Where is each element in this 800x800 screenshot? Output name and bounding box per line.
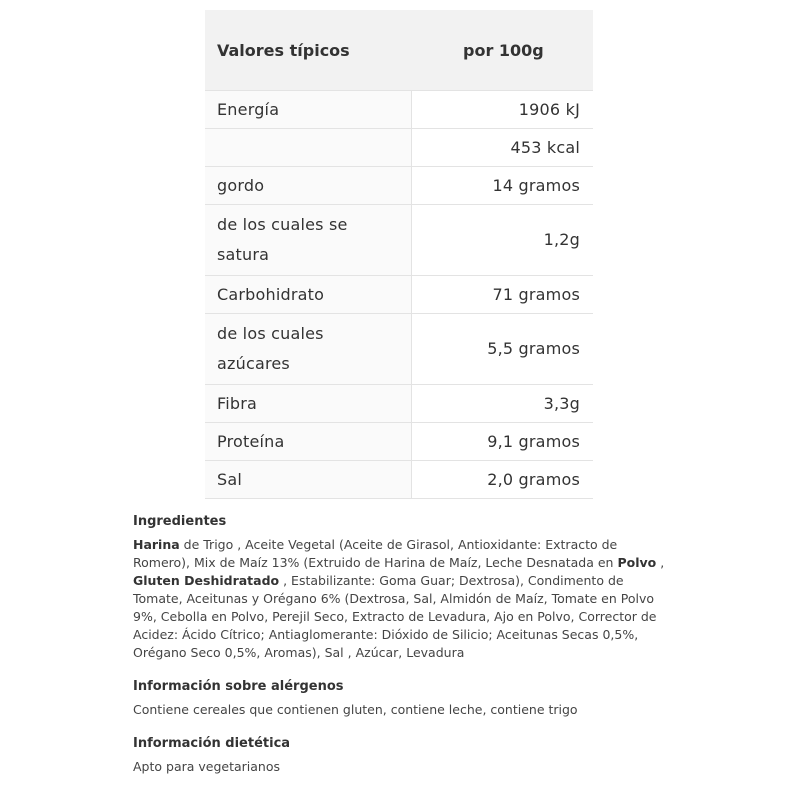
nutrition-header-row	[205, 10, 593, 91]
nutrient-name-line1: de los cuales se	[217, 215, 348, 234]
ingredient-text: ,	[656, 555, 665, 570]
nutrition-row-protein	[205, 423, 593, 461]
ingredient-bold: Gluten Deshidratado	[133, 573, 280, 588]
nutrient-value: 1906 kJ	[411, 91, 593, 129]
allergens-text: Contiene cereales que contienen gluten, contiene leche, contiene trigo	[133, 702, 578, 717]
nutrient-value: 5,5 gramos	[411, 314, 593, 385]
nutrient-name: Carbohidrato	[205, 276, 411, 314]
nutrient-name	[205, 314, 411, 385]
nutrient-name: Sal	[205, 461, 411, 499]
nutrition-row-energy-kj	[205, 91, 593, 129]
nutrient-value: 14 gramos	[411, 167, 593, 205]
nutrient-name-line1: de los cuales	[217, 324, 324, 343]
nutrient-name-line2: satura	[217, 245, 270, 264]
ingredients-section	[133, 513, 673, 662]
dietary-text: Apto para vegetarianos	[133, 759, 281, 774]
nutrition-row-fibre	[205, 385, 593, 423]
dietary-title: Información dietética	[133, 736, 291, 751]
ingredients-text	[133, 536, 673, 662]
nutrient-name	[205, 129, 411, 167]
nutrition-row-fat	[205, 167, 593, 205]
nutrient-value: 9,1 gramos	[411, 423, 593, 461]
header-per-100g: por 100g	[411, 10, 593, 91]
dietary-section	[133, 735, 673, 776]
ingredient-text: , Estabilizante: Goma Guar; Dextrosa), Condimento de Tomate, Aceitunas y Orégano 6% (Dextrosa, Sal, Almidón de Maíz, Tomate en Polvo 9%, Cebolla en Polvo, Perejil Seco, Extracto de Levadura, Ajo en Polvo, Corrector de Acidez: Ácido Cítrico; Antiaglomerante: Dióxido de Silicio; Aceitunas Secas 0,5%, Orégano Seco 0,5%, Aromas), Sal , Azúcar, Levadura	[133, 573, 657, 660]
ingredient-bold: Harina	[133, 537, 180, 552]
ingredient-bold: Polvo	[617, 555, 657, 570]
nutrient-name: Proteína	[205, 423, 411, 461]
header-typical-values: Valores típicos	[205, 10, 411, 91]
nutrition-row-saturates	[205, 205, 593, 276]
nutrient-value: 1,2g	[411, 205, 593, 276]
nutrition-row-carbohydrate	[205, 276, 593, 314]
nutrition-table	[205, 10, 593, 499]
nutrient-name	[205, 205, 411, 276]
nutrient-name-line2: azúcares	[217, 354, 290, 373]
nutrient-value: 453 kcal	[411, 129, 593, 167]
allergens-title: Información sobre alérgenos	[133, 679, 344, 694]
ingredient-text: de Trigo , Aceite Vegetal (Aceite de Girasol, Antioxidante: Extracto de Romero), Mix de Maíz 13% (Extruido de Harina de Maíz, Leche Desnatada en	[133, 537, 618, 570]
allergens-section	[133, 678, 673, 719]
ingredients-title: Ingredientes	[133, 514, 227, 529]
nutrition-row-sugars	[205, 314, 593, 385]
nutrient-name: gordo	[205, 167, 411, 205]
nutrition-row-energy-kcal	[205, 129, 593, 167]
nutrient-name: Fibra	[205, 385, 411, 423]
nutrient-value: 71 gramos	[411, 276, 593, 314]
nutrition-row-salt	[205, 461, 593, 499]
nutrient-value: 3,3g	[411, 385, 593, 423]
nutrient-name: Energía	[205, 91, 411, 129]
nutrient-value: 2,0 gramos	[411, 461, 593, 499]
